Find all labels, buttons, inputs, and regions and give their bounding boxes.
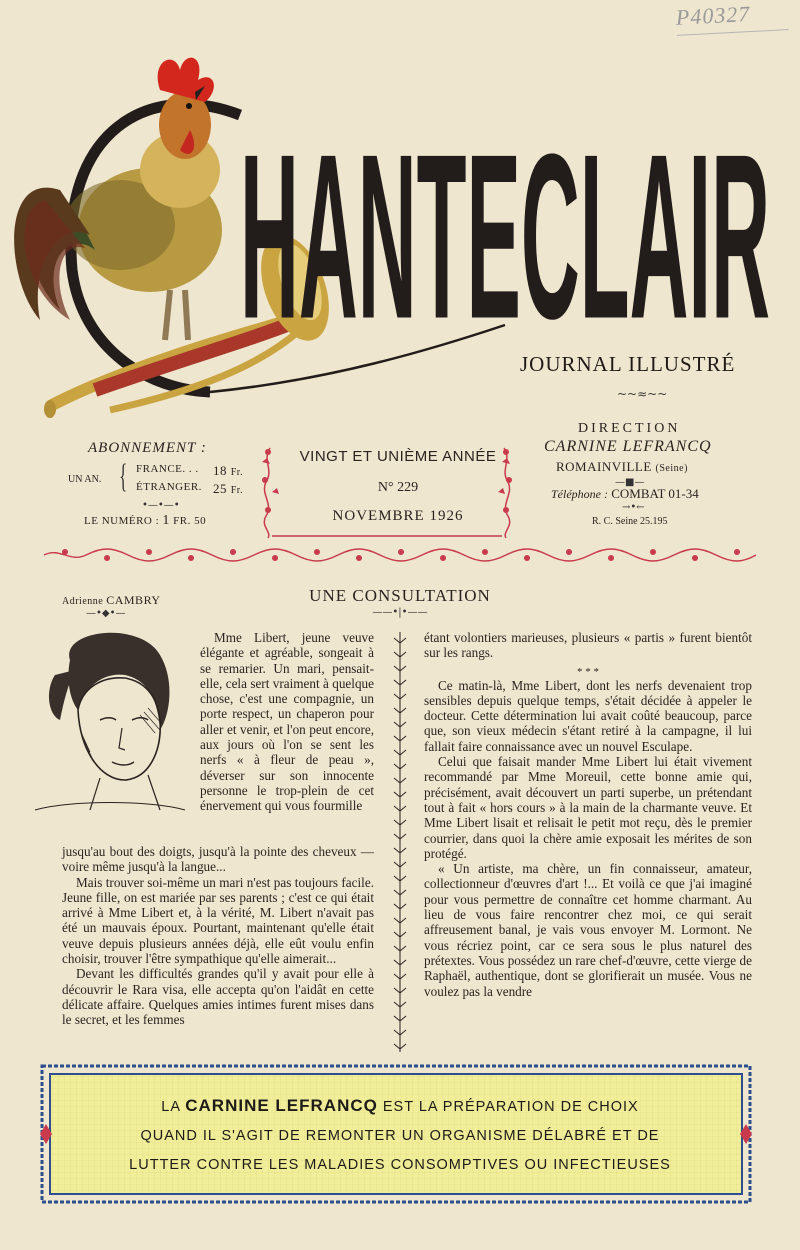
article-title: UNE CONSULTATION — [309, 586, 491, 605]
director-name: CARNINE LEFRANCQ — [544, 438, 712, 455]
issue-year: VINGT ET UNIÈME ANNÉE — [299, 448, 497, 465]
price-amount: 18 — [213, 463, 227, 478]
single-issue-label: LE NUMÉRO : — [84, 515, 160, 527]
column-divider — [388, 632, 412, 1052]
price-unit: Fr. — [230, 485, 244, 496]
article-column-1-top — [200, 630, 374, 814]
author-byline — [62, 593, 161, 608]
registry-number: R. C. Seine 25.195 — [592, 516, 668, 527]
price-label: FRANCE. . . — [136, 463, 199, 475]
section-break: * * * — [577, 665, 599, 678]
rooster-icon — [14, 58, 222, 340]
title-ornament: ——•|•—— — [372, 607, 428, 618]
price-amount: 25 — [213, 481, 227, 496]
ad-brand: CARNINE LEFRANCQ — [185, 1096, 378, 1115]
telephone-label: Téléphone : — [551, 487, 608, 501]
issue-number: N° 229 — [377, 480, 419, 495]
article-column-2 — [424, 630, 752, 999]
author-ornament: —•◆•— — [86, 608, 126, 619]
article-column-1-bottom — [62, 844, 374, 1028]
telephone-ornament: →•← — [622, 502, 645, 513]
ad-line-3: LUTTER CONTRE LES MALADIES CONSOMPTIVES OU INFECTIEUSES — [129, 1157, 671, 1173]
single-issue-amount: 1 — [162, 513, 170, 528]
ad-line-1-rest: EST LA PRÉPARATION DE CHOIX — [382, 1099, 639, 1115]
brace-icon: { — [119, 458, 128, 495]
telephone-number: COMBAT 01-34 — [611, 486, 699, 501]
issue-date: NOVEMBRE 1926 — [332, 508, 464, 524]
direction-ornament: —■— — [615, 477, 645, 488]
accession-stamp: P40327 — [675, 0, 788, 36]
telephone — [551, 486, 699, 502]
price-label: ÉTRANGER. — [136, 481, 202, 493]
subscription-period: UN AN. — [68, 474, 102, 485]
paragraph: Mme Libert, jeune veuve élégante et agréable, songeait à se remarier. Un mari, pensait-elle, cela sert vraiment à quelque chose, c'est une compagnie, un porte respect, un chaperon pour aller et venir, et l'on peut encore, aux jours où l'on se sent les nerfs « à fleur de peau », déverser sur son innocente personne le trop-plein de cet énervement qui vous fourmille — [200, 630, 374, 814]
paragraph: Devant les difficultés grandes qu'il y avait pour elle à découvrir le Rara visa, elle accepta qu'on l'aidât en cette délicate affaire. Quelques amies intimes furent mises dans le secret, et les femmes — [62, 966, 374, 1028]
paragraph: Celui que faisait mander Mme Libert lui était vivement recommandé par Mme Moreuil, cette bonne amie qui, précisément, avait découvert un parti superbe, un prétendant tout à fait « hors cours » à la main de la charmante veuve. Et Mme Libert lisait et relisait le petit mot reçu, dès le premier courrier, dans quoi la chère amie exposait les mérites de son protégé. — [424, 754, 752, 861]
paragraph: Ce matin-là, Mme Libert, dont les nerfs devenaient trop sensibles depuis quelque temps, s'était décidée à appeler le docteur. Cette détermination lui avait coûté beaucoup, parce que, son vieux médecin s'étant retiré à la campagne, il lui fallait faire connaissance avec un nouvel Esculape. — [424, 677, 752, 754]
direction-heading: DIRECTION — [578, 421, 681, 436]
ad-prefix: LA — [161, 1099, 181, 1115]
single-issue-price — [84, 513, 206, 529]
subscription-ornament: •—•—• — [142, 500, 180, 511]
price-unit: Fr. — [230, 467, 244, 478]
paragraph: jusqu'au bout des doigts, jusqu'à la pointe des cheveux — voire même jusqu'à la langue... — [62, 844, 374, 875]
ad-line-1 — [72, 1096, 728, 1116]
ad-line-2: QUAND IL S'AGIT DE REMONTER UN ORGANISME DÉLABRÉ ET DE — [140, 1128, 660, 1144]
floral-divider — [40, 545, 760, 565]
journal-subtitle: JOURNAL ILLUSTRÉ — [520, 352, 736, 376]
city-name: ROMAINVILLE — [556, 459, 652, 474]
single-issue-unit: FR. 50 — [173, 515, 207, 527]
paragraph: étant volontiers marieuses, plusieurs « partis » furent bientôt sur les rangs. — [424, 630, 752, 661]
city-department: (Seine) — [655, 463, 688, 474]
author-last-name: CAMBRY — [106, 593, 161, 607]
subscription-heading: ABONNEMENT : — [88, 440, 207, 456]
paragraph: Mais trouver soi-même un mari n'est pas toujours facile. Jeune fille, on est mariée par ses parents ; c'est ce qui était arrivé à Mme Libert et, à la vérité, M. Libert n'avait pas été un mauvais époux. Pourtant, maintenant qu'elle était veuve depuis plusieurs années déjà, elle eût voulu enfin choisir, trouver l'être sympathique qu'elle aimerait... — [62, 874, 374, 967]
paragraph: « Un artiste, ma chère, un fin connaisseur, amateur, collectionneur d'œuvres d'art !... Et voilà ce que j'ai imaginé pour vous permettre de connaître cet homme charmant. Au lieu de vous faire rencontrer chez moi, ce qui serait affreusement banal, je vais vous envoyer M. Lormont. Ne vous récriez point, car ce sera sous le plus naturel des prétextes. Vous possédez un rare chef-d'œuvre, cette vierge de Raphaël, authentique, dont se glorifierait un musée. Vous ne voulez pas la vendre — [424, 861, 752, 999]
price-row-france — [136, 463, 244, 478]
author-first-name: Adrienne — [62, 596, 104, 607]
direction-city — [556, 459, 688, 475]
author-portrait — [30, 620, 190, 820]
price-row-etranger — [136, 481, 244, 496]
title-letters: HANTECLAIR — [240, 105, 770, 369]
subtitle-ornament: ~~≈~~ — [617, 387, 668, 401]
